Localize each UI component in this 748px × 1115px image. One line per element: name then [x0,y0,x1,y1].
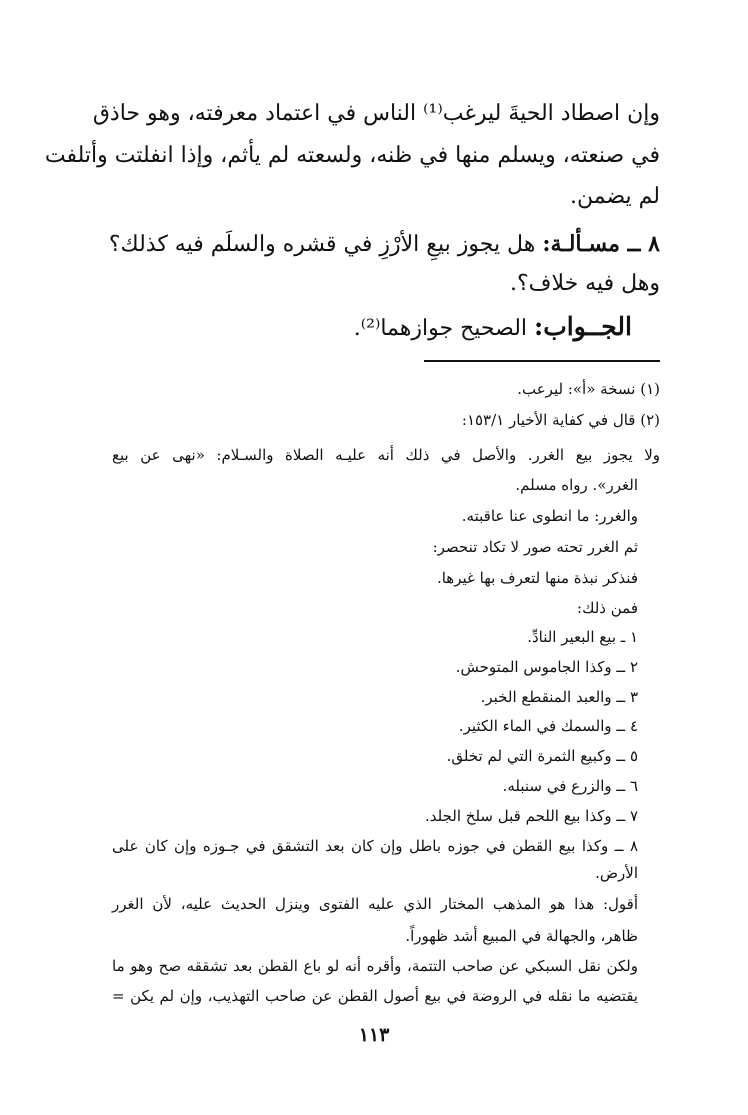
list-item: ٨ ــ وكذا بيع القطن في جوزه باطل وإن كان بعد التشقق في جـوزه وإن كان على [112,837,638,855]
list-item: ١ ـ بيع البعير النادِّ. [527,628,638,646]
footnote-separator [424,360,660,362]
footnote-line: يقتضيه ما نقله في الروضة في بيع أصول القطن عن صاحب التهذيب، وإن لم يكن = [112,987,638,1005]
footnote-line: فنذكر نبذة منها لتعرف بها غيرها. [436,569,638,587]
question-text: هل يجوز بيعِ الأرْزِ في قشره والسلَم فيه كذلك؟ [108,232,536,257]
list-item: ٧ ــ وكذا بيع اللحم قبل سلخ الجلد. [424,807,638,825]
footnote-line: الأرض. [595,864,638,882]
main-text-line-1: وإن اصطاد الحيةَ ليرغب⁽¹⁾ الناس في اعتماد معرفته، وهو حاذق [92,101,660,126]
footnote-line: الغرر». رواه مسلم. [515,476,638,494]
footnote-1: (١) نسخة «أ»: ليرعب. [517,380,660,398]
main-text-line-2: في صنعته، ويسلم منها في ظنه، ولسعته لم يأثم، وإذا انفلتت وأتلفت [44,143,660,168]
list-item: ٢ ــ وكذا الجاموس المتوحش. [455,658,638,676]
footnote-line: والغرر: ما انطوى عنا عاقبته. [461,507,638,525]
page-number: ١١٣ [358,1024,390,1046]
list-item: ٦ ــ والزرع في سنبله. [502,777,638,795]
footnote-line: ولا يجوز بيع الغرر. والأصل في ذلك أنه عليـه الصلاة والسـلام: «نهى عن بيع [112,446,660,464]
list-item: ٣ ــ والعبد المنقطع الخبر. [480,688,638,706]
question-label: ٨ ــ مسـألـة: [542,231,660,257]
footnote-line: ظاهر، والجهالة في المبيع أشد ظهوراً. [405,927,638,945]
main-text-line-3: لم يضمن. [570,184,660,209]
list-item: ٤ ــ والسمك في الماء الكثير. [458,717,638,735]
footnote-line: ولكن نقل السبكي عن صاحب التتمة، وأقره أنه لو باع القطن بعد تشققه صح وهو ما [112,957,638,975]
footnote-2-head: (٢) قال في كفاية الأخيار ١٥٣/١: [461,411,660,429]
answer-line [32,314,632,340]
footnote-line: أقول: هذا هو المذهب المختار الذي عليه الفتوى وينزل الحديث عليه، لأن الغرر [112,895,638,913]
answer-text: الصحيح جوازهما⁽²⁾. [353,316,528,341]
question-line-1 [60,233,660,256]
answer-label: الجــواب: [534,312,632,341]
footnote-line: فمن ذلك: [577,599,638,617]
footnote-line: ثم الغرر تحته صور لا تكاد تنحصر: [432,538,638,556]
question-line-2: وهل فيه خلاف؟. [509,271,660,296]
list-item: ٥ ــ وكبيع الثمرة التي لم تخلق. [446,747,638,765]
